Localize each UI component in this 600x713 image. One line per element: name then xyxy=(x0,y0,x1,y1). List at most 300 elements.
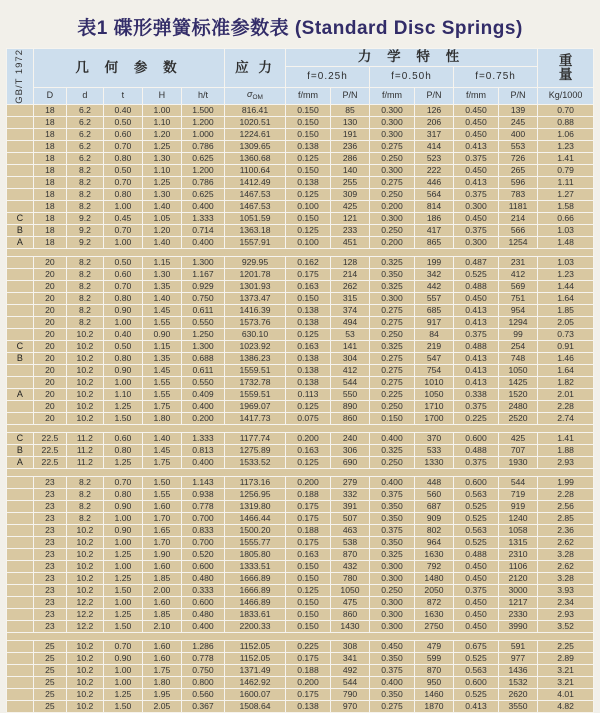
series-letter-cell xyxy=(7,413,33,424)
table-cell: 0.786 xyxy=(182,141,224,152)
table-cell: 0.450 xyxy=(454,609,498,620)
table-cell: 1.60 xyxy=(143,501,181,512)
table-cell: 1.35 xyxy=(143,281,181,292)
table-cell: 141 xyxy=(331,341,369,352)
table-cell: 85 xyxy=(331,105,369,116)
series-letter-cell xyxy=(7,561,33,572)
table-cell: 0.275 xyxy=(370,353,414,364)
table-cell: 1462.92 xyxy=(225,677,285,688)
table-cell: 8.2 xyxy=(67,305,103,316)
table-cell: 1.06 xyxy=(538,129,593,140)
table-cell: 20 xyxy=(34,329,66,340)
table-cell: 1710 xyxy=(415,401,453,412)
table-cell: 412 xyxy=(331,365,369,376)
table-cell: 1460 xyxy=(415,689,453,700)
deflection-025h-header: f=0.25h xyxy=(286,67,369,87)
table-cell: 1.25 xyxy=(104,549,142,560)
table-cell: 780 xyxy=(331,573,369,584)
table-row xyxy=(7,701,593,712)
col-header-sigma xyxy=(225,88,285,104)
table-cell: 0.350 xyxy=(370,513,414,524)
table-cell: 0.188 xyxy=(286,489,330,500)
table-cell: 550 xyxy=(331,389,369,400)
series-letter-cell xyxy=(7,153,33,164)
table-cell: 374 xyxy=(331,305,369,316)
table-cell: 4.82 xyxy=(538,701,593,712)
table-cell: 1.55 xyxy=(143,317,181,328)
table-cell: 1430 xyxy=(331,621,369,632)
table-cell: 425 xyxy=(331,201,369,212)
table-cell: 23 xyxy=(34,549,66,560)
table-cell: 0.125 xyxy=(286,457,330,468)
table-cell: 475 xyxy=(331,597,369,608)
table-cell: 236 xyxy=(331,141,369,152)
table-cell: 414 xyxy=(415,141,453,152)
table-cell: 2050 xyxy=(415,585,453,596)
table-cell: 0.125 xyxy=(286,585,330,596)
table-cell: 463 xyxy=(331,525,369,536)
table-cell: 6.2 xyxy=(67,141,103,152)
table-row xyxy=(7,317,593,328)
table-row xyxy=(7,689,593,700)
table-cell: 1363.18 xyxy=(225,225,285,236)
table-cell: 10.2 xyxy=(67,401,103,412)
table-cell: 1.45 xyxy=(143,305,181,316)
table-cell: 20 xyxy=(34,317,66,328)
table-cell: 538 xyxy=(331,537,369,548)
table-cell: 1467.53 xyxy=(225,189,285,200)
table-cell: 0.60 xyxy=(104,129,142,140)
table-cell: 1023.92 xyxy=(225,341,285,352)
table-cell: 792 xyxy=(415,561,453,572)
table-cell: 2.00 xyxy=(143,585,181,596)
series-letter-cell xyxy=(7,281,33,292)
series-letter-cell: A xyxy=(7,389,33,400)
table-cell: 20 xyxy=(34,413,66,424)
table-cell: 10.2 xyxy=(67,665,103,676)
table-cell: 1.40 xyxy=(143,237,181,248)
table-cell: 0.700 xyxy=(182,513,224,524)
table-cell: 754 xyxy=(415,365,453,376)
table-cell: 0.50 xyxy=(104,117,142,128)
table-cell: 214 xyxy=(499,213,537,224)
table-cell: 1.75 xyxy=(143,401,181,412)
table-cell: 10.2 xyxy=(67,585,103,596)
table-cell: 8.2 xyxy=(67,165,103,176)
table-cell: 25 xyxy=(34,677,66,688)
table-cell: 425 xyxy=(499,433,537,444)
table-cell: 0.338 xyxy=(454,389,498,400)
table-cell: 0.300 xyxy=(370,129,414,140)
table-cell: 1294 xyxy=(499,317,537,328)
table-cell: 8.2 xyxy=(67,257,103,268)
table-cell: 860 xyxy=(331,413,369,424)
table-cell: 6.2 xyxy=(67,105,103,116)
table-cell: 0.70 xyxy=(104,141,142,152)
table-cell: 1532 xyxy=(499,677,537,688)
table-cell: 783 xyxy=(499,189,537,200)
table-cell: 2.85 xyxy=(538,513,593,524)
table-cell: 1333.51 xyxy=(225,561,285,572)
table-cell: 2620 xyxy=(499,689,537,700)
table-row xyxy=(7,365,593,376)
table-cell: 25 xyxy=(34,653,66,664)
table-cell: 20 xyxy=(34,365,66,376)
table-cell: 219 xyxy=(415,341,453,352)
table-cell: 0.525 xyxy=(454,513,498,524)
table-cell: 1500.20 xyxy=(225,525,285,536)
table-cell: 8.2 xyxy=(67,501,103,512)
table-cell: 0.938 xyxy=(182,489,224,500)
table-cell: 308 xyxy=(331,641,369,652)
table-cell: 25 xyxy=(34,665,66,676)
table-cell: 231 xyxy=(499,257,537,268)
table-cell: 1.03 xyxy=(538,225,593,236)
table-cell: 1050 xyxy=(331,585,369,596)
table-cell: 341 xyxy=(331,653,369,664)
table-cell: 442 xyxy=(415,281,453,292)
table-row xyxy=(7,597,593,608)
table-cell: 0.200 xyxy=(286,433,330,444)
table-cell: 25 xyxy=(34,641,66,652)
table-cell: 99 xyxy=(499,329,537,340)
table-cell: 0.163 xyxy=(286,281,330,292)
table-cell: 1050 xyxy=(499,365,537,376)
table-cell: 1.60 xyxy=(143,561,181,572)
table-cell: 1.46 xyxy=(538,353,593,364)
table-cell: 8.2 xyxy=(67,269,103,280)
table-cell: 1.00 xyxy=(104,377,142,388)
table-cell: 451 xyxy=(331,237,369,248)
table-cell: 370 xyxy=(415,433,453,444)
table-cell: 1.25 xyxy=(104,573,142,584)
table-cell: 11.2 xyxy=(67,445,103,456)
table-cell: 1.90 xyxy=(143,549,181,560)
table-row xyxy=(7,305,593,316)
table-cell: 1106 xyxy=(499,561,537,572)
table-cell: 10.2 xyxy=(67,641,103,652)
table-cell: 1425 xyxy=(499,377,537,388)
weight-char-1: 重 xyxy=(558,52,573,68)
table-cell: 0.275 xyxy=(370,701,414,712)
table-cell: 245 xyxy=(499,117,537,128)
series-letter-cell xyxy=(7,165,33,176)
series-letter-cell xyxy=(7,609,33,620)
table-row xyxy=(7,433,593,444)
table-cell: 214 xyxy=(331,269,369,280)
table-cell: 0.375 xyxy=(370,489,414,500)
table-row xyxy=(7,477,593,488)
table-cell: 2.34 xyxy=(538,597,593,608)
table-cell: 140 xyxy=(331,165,369,176)
table-cell: 0.125 xyxy=(286,225,330,236)
table-cell: 0.225 xyxy=(370,389,414,400)
table-cell: 0.525 xyxy=(454,653,498,664)
table-cell: 18 xyxy=(34,141,66,152)
table-cell: 0.413 xyxy=(454,317,498,328)
table-row xyxy=(7,117,593,128)
table-cell: 6.2 xyxy=(67,129,103,140)
table-cell: 0.150 xyxy=(370,413,414,424)
table-cell: 0.90 xyxy=(104,501,142,512)
table-cell: 0.175 xyxy=(286,537,330,548)
page-title: 表1 碟形弹簧标准参数表 (Standard Disc Springs) xyxy=(77,18,523,39)
table-cell: 872 xyxy=(415,597,453,608)
table-cell: 18 xyxy=(34,165,66,176)
table-cell: 3990 xyxy=(499,621,537,632)
table-cell: 1.05 xyxy=(143,213,181,224)
table-cell: 0.300 xyxy=(370,561,414,572)
table-cell: 1.55 xyxy=(143,489,181,500)
table-cell: 0.275 xyxy=(370,305,414,316)
table-cell: 279 xyxy=(331,477,369,488)
table-cell: 3.28 xyxy=(538,573,593,584)
table-cell: 10.2 xyxy=(67,573,103,584)
table-cell: 1152.05 xyxy=(225,653,285,664)
table-cell: 1.25 xyxy=(104,689,142,700)
series-letter-cell xyxy=(7,129,33,140)
mechanical-group-header: 力 学 特 性 xyxy=(286,49,537,66)
table-cell: 1.167 xyxy=(182,269,224,280)
table-cell: 10.2 xyxy=(67,329,103,340)
table-cell: 12.2 xyxy=(67,597,103,608)
table-cell: 1.15 xyxy=(143,341,181,352)
table-cell: 23 xyxy=(34,597,66,608)
table-cell: 919 xyxy=(499,501,537,512)
series-letter-cell xyxy=(7,641,33,652)
table-cell: 1573.76 xyxy=(225,317,285,328)
table-cell: 492 xyxy=(331,665,369,676)
table-cell: 0.200 xyxy=(286,677,330,688)
table-cell: 0.375 xyxy=(370,665,414,676)
table-cell: 8.2 xyxy=(67,293,103,304)
series-letter-cell xyxy=(7,689,33,700)
table-header xyxy=(7,49,593,104)
table-cell: 1.70 xyxy=(143,537,181,548)
table-cell: 20 xyxy=(34,257,66,268)
table-cell: 1557.91 xyxy=(225,237,285,248)
table-cell: 18 xyxy=(34,105,66,116)
table-cell: 2.05 xyxy=(538,317,593,328)
deflection-075h-header: f=0.75h xyxy=(454,67,537,87)
col-header-p3: P/N xyxy=(499,88,537,104)
table-cell: 1930 xyxy=(499,457,537,468)
table-cell: 1.60 xyxy=(143,653,181,664)
series-letter-cell xyxy=(7,141,33,152)
table-cell: 1.10 xyxy=(143,165,181,176)
table-cell: 2.93 xyxy=(538,609,593,620)
table-cell: 18 xyxy=(34,213,66,224)
table-cell: 1.70 xyxy=(143,513,181,524)
table-cell: 191 xyxy=(331,129,369,140)
table-cell: 1805.80 xyxy=(225,549,285,560)
table-cell: 432 xyxy=(331,561,369,572)
table-cell: 0.100 xyxy=(286,237,330,248)
table-cell: 569 xyxy=(499,281,537,292)
table-row xyxy=(7,445,593,456)
table-cell: 1870 xyxy=(415,701,453,712)
table-cell: 0.560 xyxy=(182,689,224,700)
table-cell: 412 xyxy=(499,269,537,280)
table-cell: 566 xyxy=(499,225,537,236)
table-cell: 23 xyxy=(34,477,66,488)
table-cell: 0.300 xyxy=(370,597,414,608)
table-cell: 0.375 xyxy=(454,457,498,468)
series-letter-cell: B xyxy=(7,445,33,456)
table-cell: 1.82 xyxy=(538,377,593,388)
table-cell: 0.200 xyxy=(182,413,224,424)
table-cell: 0.563 xyxy=(454,489,498,500)
table-cell: 0.300 xyxy=(454,237,498,248)
table-cell: 0.450 xyxy=(454,561,498,572)
table-cell: 0.91 xyxy=(538,341,593,352)
table-cell: 0.480 xyxy=(182,573,224,584)
table-cell: 0.80 xyxy=(104,489,142,500)
table-cell: 2.93 xyxy=(538,457,593,468)
table-cell: 0.80 xyxy=(104,153,142,164)
table-cell: 18 xyxy=(34,237,66,248)
table-cell: 12.2 xyxy=(67,621,103,632)
group-separator xyxy=(7,469,593,476)
table-cell: 690 xyxy=(331,457,369,468)
table-cell: 23 xyxy=(34,513,66,524)
series-letter-cell xyxy=(7,477,33,488)
table-cell: 954 xyxy=(499,305,537,316)
table-cell: 0.300 xyxy=(370,621,414,632)
table-cell: 1152.05 xyxy=(225,641,285,652)
table-cell: 0.150 xyxy=(286,573,330,584)
table-cell: 1.75 xyxy=(143,665,181,676)
table-cell: 18 xyxy=(34,117,66,128)
table-cell: 8.2 xyxy=(67,513,103,524)
table-cell: 0.90 xyxy=(143,329,181,340)
table-cell: 233 xyxy=(331,225,369,236)
table-cell: 0.325 xyxy=(370,257,414,268)
table-cell: 1309.65 xyxy=(225,141,285,152)
series-letter-cell xyxy=(7,317,33,328)
table-cell: 1466.89 xyxy=(225,597,285,608)
table-cell: 8.2 xyxy=(67,281,103,292)
series-letter-cell: B xyxy=(7,353,33,364)
table-cell: 84 xyxy=(415,329,453,340)
series-letter-cell xyxy=(7,653,33,664)
table-cell: 222 xyxy=(415,165,453,176)
table-cell: 557 xyxy=(415,293,453,304)
table-cell: 523 xyxy=(415,153,453,164)
table-cell: 1100.64 xyxy=(225,165,285,176)
table-cell: 0.400 xyxy=(182,621,224,632)
table-cell: 25 xyxy=(34,701,66,712)
table-cell: 2120 xyxy=(499,573,537,584)
table-cell: 1.64 xyxy=(538,365,593,376)
table-row xyxy=(7,501,593,512)
table-cell: 304 xyxy=(331,353,369,364)
table-cell: 1.333 xyxy=(182,433,224,444)
table-cell: 18 xyxy=(34,225,66,236)
table-cell: 1.10 xyxy=(143,117,181,128)
table-cell: 0.350 xyxy=(370,689,414,700)
table-cell: 2.25 xyxy=(538,641,593,652)
table-cell: 18 xyxy=(34,189,66,200)
table-cell: 890 xyxy=(331,401,369,412)
table-cell: 1.25 xyxy=(104,457,142,468)
table-cell: 332 xyxy=(331,489,369,500)
table-cell: 20 xyxy=(34,353,66,364)
series-letter-cell xyxy=(7,201,33,212)
table-cell: 1.50 xyxy=(143,477,181,488)
table-cell: 20 xyxy=(34,389,66,400)
table-cell: 2750 xyxy=(415,621,453,632)
table-cell: 1.00 xyxy=(104,677,142,688)
table-cell: 1386.23 xyxy=(225,353,285,364)
table-cell: 0.450 xyxy=(370,641,414,652)
table-cell: 544 xyxy=(499,477,537,488)
table-cell: 0.450 xyxy=(454,165,498,176)
table-row xyxy=(7,329,593,340)
table-cell: 0.225 xyxy=(454,413,498,424)
table-cell: 0.375 xyxy=(454,585,498,596)
table-cell: 186 xyxy=(415,213,453,224)
table-cell: 1371.49 xyxy=(225,665,285,676)
table-cell: 1.40 xyxy=(143,201,181,212)
table-cell: 1466.44 xyxy=(225,513,285,524)
series-letter-cell xyxy=(7,305,33,316)
table-cell: 1020.51 xyxy=(225,117,285,128)
table-cell: 0.325 xyxy=(370,549,414,560)
table-cell: 0.150 xyxy=(286,213,330,224)
series-letter-cell xyxy=(7,513,33,524)
table-cell: 0.250 xyxy=(370,329,414,340)
table-cell: 3.21 xyxy=(538,665,593,676)
table-cell: 591 xyxy=(499,641,537,652)
table-cell: 2.01 xyxy=(538,389,593,400)
table-cell: 2.89 xyxy=(538,653,593,664)
table-cell: 315 xyxy=(331,293,369,304)
table-cell: 0.70 xyxy=(538,105,593,116)
table-cell: 0.150 xyxy=(286,165,330,176)
series-letter-cell xyxy=(7,621,33,632)
table-cell: 23 xyxy=(34,609,66,620)
table-cell: 286 xyxy=(331,153,369,164)
table-cell: 1.99 xyxy=(538,477,593,488)
table-cell: 130 xyxy=(331,117,369,128)
table-cell: 1.11 xyxy=(538,177,593,188)
table-cell: 0.300 xyxy=(370,293,414,304)
table-cell: 6.2 xyxy=(67,153,103,164)
table-row xyxy=(7,401,593,412)
table-cell: 11.2 xyxy=(67,457,103,468)
weight-group-header xyxy=(538,49,593,87)
table-cell: 1301.93 xyxy=(225,281,285,292)
table-row xyxy=(7,269,593,280)
table-cell: 0.40 xyxy=(104,329,142,340)
col-header-p2: P/N xyxy=(415,88,453,104)
table-cell: 0.70 xyxy=(104,281,142,292)
table-cell: 3000 xyxy=(499,585,537,596)
table-cell: 0.750 xyxy=(182,293,224,304)
table-cell: 0.163 xyxy=(286,341,330,352)
table-cell: 1360.68 xyxy=(225,153,285,164)
table-cell: 1.50 xyxy=(104,585,142,596)
table-cell: 23 xyxy=(34,561,66,572)
table-cell: 0.375 xyxy=(454,153,498,164)
table-cell: 0.300 xyxy=(370,213,414,224)
table-cell: 0.375 xyxy=(454,401,498,412)
table-cell: 1.27 xyxy=(538,189,593,200)
table-cell: 1.30 xyxy=(143,269,181,280)
geometry-group-header: 几 何 参 数 xyxy=(34,49,224,87)
table-cell: 0.250 xyxy=(370,585,414,596)
